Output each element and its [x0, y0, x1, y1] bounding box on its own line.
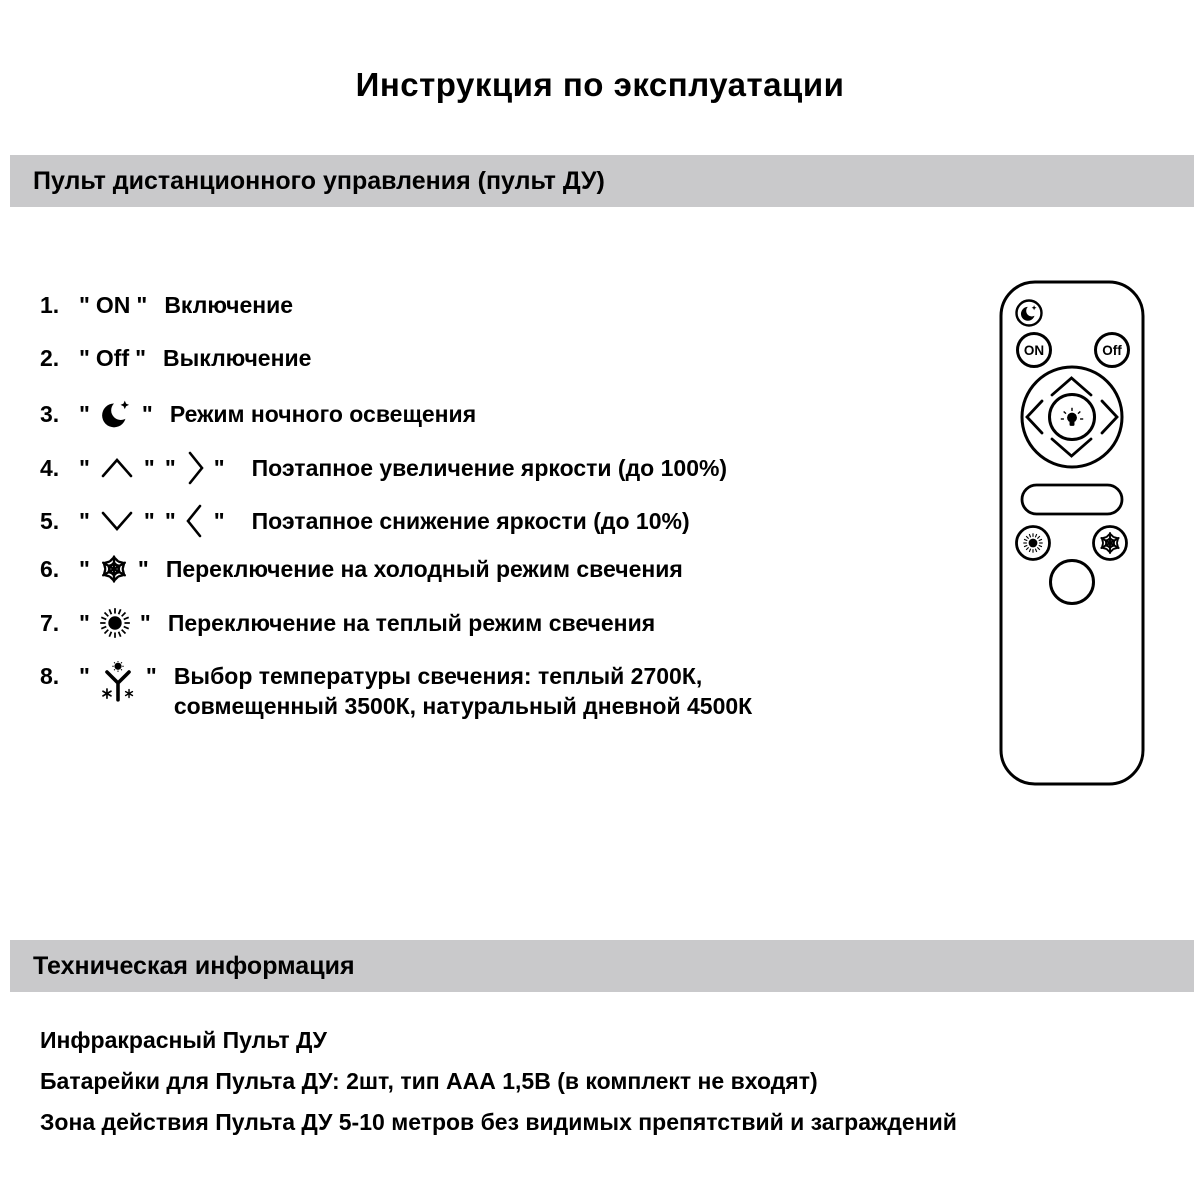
quote-mark: " [143, 454, 155, 481]
list-item-off [40, 345, 311, 372]
svg-text:Off: Off [1102, 343, 1122, 358]
section-header-tech [10, 940, 1194, 992]
item-number: 8. [40, 663, 60, 689]
item-number: 4. [40, 454, 60, 481]
quote-mark: " [164, 454, 176, 481]
item-label: Выключение [163, 345, 312, 371]
quote-mark: " [79, 292, 90, 318]
quote-mark: " [79, 555, 90, 582]
item-number: 6. [40, 555, 60, 582]
section-header-remote [10, 155, 1194, 207]
item-label [174, 661, 752, 721]
list-item-cold-mode [40, 554, 683, 584]
item-number: 7. [40, 609, 60, 636]
item-label: Переключение на теплый режим свечения [167, 609, 656, 636]
list-item-color-temperature [40, 661, 752, 721]
item-label: Включение [164, 292, 294, 318]
remote-night-mode-button [1017, 301, 1042, 326]
remote-dpad [1022, 367, 1122, 467]
quote-mark: " [79, 345, 90, 371]
snowflake-icon [99, 554, 129, 584]
item-number: 5. [40, 507, 60, 534]
sun-icon [99, 607, 131, 639]
item-label: Поэтапное увеличение яркости (до 100%) [251, 454, 728, 481]
item-number: 3. [40, 400, 60, 427]
quote-mark: " [213, 507, 225, 534]
chevron-up-icon [99, 457, 135, 479]
list-item-on [40, 292, 293, 319]
item-label-line-1: Выбор температуры свечения: теплый 2700К, [173, 663, 703, 689]
remote-on-button [1018, 334, 1051, 367]
quote-mark: " [141, 400, 153, 427]
remote-control-illustration [999, 280, 1145, 786]
list-item-brightness-up [40, 449, 727, 487]
quote-mark: " [79, 507, 90, 534]
off-symbol: Off [95, 345, 130, 371]
on-symbol: ON [95, 292, 131, 318]
color-temperature-icon [99, 661, 137, 703]
item-label-line-2: совмещенный 3500К, натуральный дневной 4500К [173, 693, 753, 719]
item-number: 2. [40, 345, 60, 371]
quote-mark: " [137, 555, 149, 582]
svg-text:ON: ON [1023, 343, 1045, 358]
quote-mark: " [135, 345, 147, 371]
item-label: Режим ночного освещения [169, 400, 477, 427]
quote-mark: " [145, 663, 157, 689]
quote-mark: " [79, 609, 90, 636]
remote-cold-button [1094, 527, 1127, 560]
remote-pill-button [1022, 485, 1122, 514]
moon-icon [99, 397, 133, 431]
tech-info-line: Зона действия Пульта ДУ 5-10 метров без видимых препятствий и заграждений [40, 1109, 957, 1135]
quote-mark: " [143, 507, 155, 534]
page-title: Инструкция по эксплуатации [355, 66, 845, 103]
tech-info-line: Батарейки для Пульта ДУ: 2шт, тип ААА 1,5В (в комплект не входят) [40, 1068, 818, 1094]
quote-mark: " [79, 663, 90, 689]
quote-mark: " [79, 454, 90, 481]
remote-warm-button [1017, 527, 1050, 560]
chevron-right-icon [185, 449, 205, 487]
list-item-warm-mode [40, 607, 655, 639]
quote-mark: " [213, 454, 225, 481]
remote-round-button [1051, 561, 1094, 604]
quote-mark: " [79, 400, 90, 427]
item-number: 1. [40, 292, 60, 318]
item-label: Поэтапное снижение яркости (до 10%) [251, 507, 690, 534]
section-header-tech-label: Техническая информация [33, 951, 355, 980]
tech-info-line: Инфракрасный Пульт ДУ [40, 1027, 327, 1053]
quote-mark: " [136, 292, 148, 318]
list-item-brightness-down [40, 502, 690, 540]
list-item-night-mode [40, 397, 476, 431]
item-label: Переключение на холодный режим свечения [165, 555, 683, 582]
chevron-left-icon [185, 502, 205, 540]
chevron-down-icon [99, 510, 135, 532]
remote-off-button [1096, 334, 1129, 367]
quote-mark: " [139, 609, 151, 636]
sun-icon [1023, 533, 1042, 552]
quote-mark: " [164, 507, 176, 534]
section-header-remote-label: Пульт дистанционного управления (пульт ДУ) [33, 166, 605, 195]
